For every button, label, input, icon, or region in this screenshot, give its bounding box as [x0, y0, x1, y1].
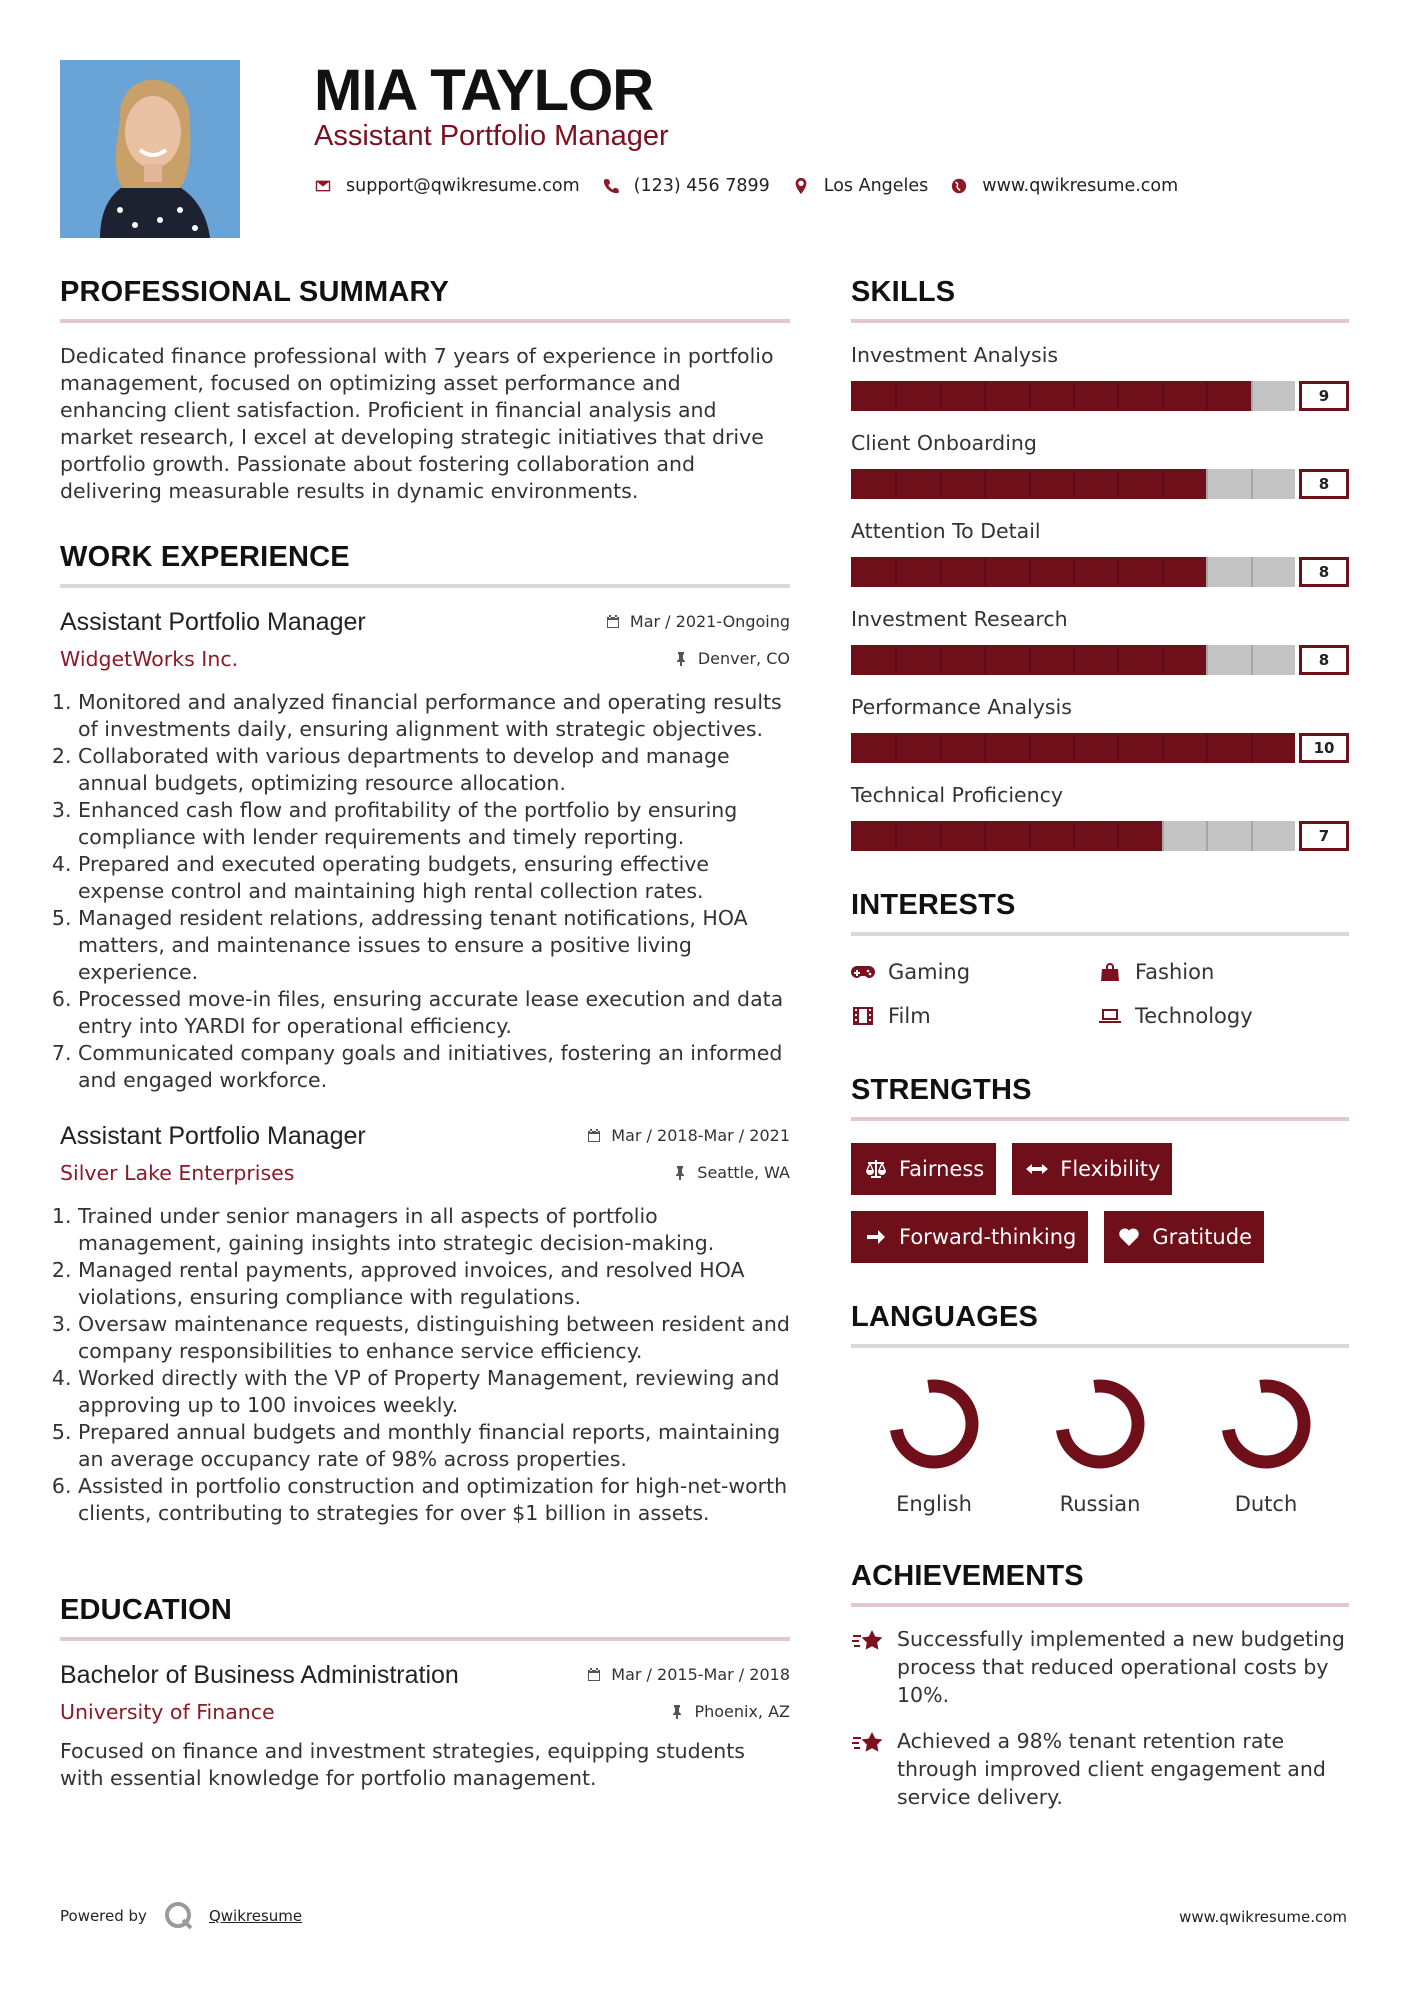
job-location: [673, 649, 790, 668]
skill-segment-divider: [1073, 645, 1075, 675]
footer-website[interactable]: www.qwikresume.com: [1179, 1908, 1347, 1926]
contact-phone[interactable]: [602, 176, 770, 196]
skill-segment-divider: [984, 645, 986, 675]
skill-item: [851, 343, 1349, 411]
list-item: 4. Prepared and executed operating budgets, ensuring effective expense control and maintaining high rental collection rates.: [78, 851, 790, 905]
skill-segment-divider: [1162, 381, 1164, 411]
job-entry-2: [60, 1122, 790, 1527]
education-entry: [60, 1661, 790, 1792]
list-item: 5. Managed resident relations, addressing tenant notifications, HOA matters, and maintenance issues to ensure a positive living experience.: [78, 905, 790, 986]
skill-segment-divider: [940, 821, 942, 851]
skill-segment-divider: [1073, 557, 1075, 587]
skill-segment-divider: [1251, 733, 1253, 763]
skill-segment-divider: [1206, 469, 1208, 499]
list-item: 4. Worked directly with the VP of Property Management, reviewing and approving up to 100 invoices weekly.: [78, 1365, 790, 1419]
degree: Bachelor of Business Administration: [60, 1661, 459, 1689]
brand-link[interactable]: Qwikresume: [208, 1907, 303, 1925]
calendar-icon: [586, 1128, 602, 1144]
job-dates-text: Mar / 2021-Ongoing: [629, 612, 790, 631]
achievements-section: [851, 1560, 1349, 1811]
job-role: Assistant Portfolio Manager: [60, 608, 366, 636]
job-bullets: [60, 689, 790, 1094]
skill-segment-divider: [1206, 381, 1208, 411]
skill-segment-divider: [1117, 557, 1119, 587]
skill-segment-divider: [1029, 821, 1031, 851]
skill-track: [851, 821, 1295, 851]
pushpin-icon: [673, 651, 689, 667]
skill-name: Attention To Detail: [851, 519, 1041, 543]
heart-icon: [1118, 1227, 1140, 1247]
skill-track: [851, 645, 1295, 675]
skill-segment-divider: [1073, 733, 1075, 763]
skill-bar: [851, 469, 1349, 499]
arrow-right-icon: [865, 1227, 887, 1247]
skill-segment-divider: [1117, 733, 1119, 763]
interest-item: [1098, 960, 1345, 984]
skill-track: [851, 469, 1295, 499]
achievement-item: [851, 1727, 1349, 1811]
skill-segment-divider: [984, 557, 986, 587]
envelope-icon: [314, 177, 332, 195]
language-item: [851, 1374, 1017, 1516]
job-bullets: [60, 1203, 790, 1527]
education-heading: EDUCATION: [60, 1594, 790, 1641]
skill-segment-divider: [1206, 821, 1208, 851]
skill-score: 8: [1299, 557, 1349, 587]
gamepad-icon: [851, 962, 875, 982]
interest-item: [1098, 1004, 1345, 1028]
skill-segment-divider: [895, 557, 897, 587]
school: University of Finance: [60, 1700, 275, 1724]
work-section: [60, 541, 790, 1527]
skill-segment-divider: [895, 733, 897, 763]
job-role: Assistant Portfolio Manager: [60, 1122, 366, 1150]
skill-segment-divider: [1117, 381, 1119, 411]
skill-segment-divider: [1117, 469, 1119, 499]
list-item: 1. Trained under senior managers in all aspects of portfolio management, gaining insights into strategic decision-making.: [78, 1203, 790, 1257]
skill-segment-divider: [895, 469, 897, 499]
skill-segment-divider: [984, 469, 986, 499]
contact-bar: [314, 176, 1200, 196]
skill-bar: [851, 821, 1349, 851]
interest-item: [851, 960, 1098, 984]
skill-segment-divider: [1162, 645, 1164, 675]
list-item: 2. Managed rental payments, approved invoices, and resolved HOA violations, ensuring compliance with regulations.: [78, 1257, 790, 1311]
email-text: support@qwikresume.com: [346, 176, 580, 196]
education-dates-text: Mar / 2015-Mar / 2018: [611, 1665, 790, 1684]
languages-list: [851, 1374, 1349, 1516]
interest-label: Film: [888, 1004, 931, 1028]
skill-segment-divider: [984, 821, 986, 851]
skill-item: [851, 431, 1349, 499]
education-section: [60, 1594, 790, 1792]
skill-segment-divider: [1206, 733, 1208, 763]
language-arc: [896, 1386, 972, 1462]
work-heading: WORK EXPERIENCE: [60, 541, 790, 588]
strength-chip: [1104, 1211, 1264, 1263]
calendar-icon: [586, 1667, 602, 1683]
skill-segment-divider: [895, 645, 897, 675]
laptop-icon: [1098, 1006, 1122, 1026]
scale-icon: [865, 1159, 887, 1179]
job-dates: [605, 612, 790, 631]
pushpin-icon: [669, 1704, 685, 1720]
education-text: Focused on finance and investment strategies, equipping students with essential knowledge for portfolio management.: [60, 1739, 745, 1790]
contact-website[interactable]: [950, 176, 1178, 196]
calendar-icon: [605, 614, 621, 630]
skill-item: [851, 607, 1349, 675]
skill-score: 7: [1299, 821, 1349, 851]
skill-segment-divider: [895, 381, 897, 411]
job-dates-text: Mar / 2018-Mar / 2021: [611, 1126, 790, 1145]
skill-track: [851, 733, 1295, 763]
skill-segment-divider: [984, 381, 986, 411]
skill-item: [851, 783, 1349, 851]
language-item: [1017, 1374, 1183, 1516]
summary-heading: PROFESSIONAL SUMMARY: [60, 276, 790, 323]
skill-segment-divider: [940, 557, 942, 587]
interest-label: Technology: [1135, 1004, 1253, 1028]
skill-segment-divider: [940, 645, 942, 675]
skill-segment-divider: [1206, 557, 1208, 587]
phone-icon: [602, 177, 620, 195]
skill-score: 8: [1299, 469, 1349, 499]
skill-score: 10: [1299, 733, 1349, 763]
arrows-h-icon: [1026, 1159, 1048, 1179]
language-name: Russian: [1059, 1492, 1141, 1516]
map-pin-icon: [792, 177, 810, 195]
skill-bar: [851, 733, 1349, 763]
interest-label: Fashion: [1135, 960, 1215, 984]
skill-segment-divider: [1029, 645, 1031, 675]
language-arc: [1228, 1386, 1304, 1462]
skill-segment-divider: [1251, 645, 1253, 675]
skill-name: Investment Analysis: [851, 343, 1059, 367]
strengths-heading: STRENGTHS: [851, 1074, 1349, 1121]
education-dates: [586, 1665, 790, 1684]
strength-label: Fairness: [899, 1157, 985, 1181]
language-item: [1183, 1374, 1349, 1516]
interests-section: [851, 889, 1349, 1028]
skill-segment-divider: [984, 733, 986, 763]
skill-name: Performance Analysis: [851, 695, 1072, 719]
job-company: Silver Lake Enterprises: [60, 1161, 295, 1185]
list-item: 3. Oversaw maintenance requests, distinguishing between resident and company responsibilities to enhance service efficiency.: [78, 1311, 790, 1365]
skill-score: 8: [1299, 645, 1349, 675]
pushpin-icon: [672, 1165, 688, 1181]
skill-segment-divider: [1251, 557, 1253, 587]
language-ring: [1050, 1374, 1150, 1474]
list-item: 2. Collaborated with various departments to develop and manage annual budgets, optimizing resource allocation.: [78, 743, 790, 797]
skill-segment-divider: [940, 469, 942, 499]
strength-label: Flexibility: [1060, 1157, 1161, 1181]
skill-segment-divider: [1162, 469, 1164, 499]
interest-item: [851, 1004, 1098, 1028]
skill-segment-divider: [1162, 733, 1164, 763]
job-dates: [586, 1126, 790, 1145]
list-item: 5. Prepared annual budgets and monthly financial reports, maintaining an average occupancy rate of 98% across properties.: [78, 1419, 790, 1473]
globe-icon: [950, 177, 968, 195]
footer-powered: [60, 1900, 302, 1932]
skill-segment-divider: [1251, 469, 1253, 499]
skill-segment-divider: [1029, 469, 1031, 499]
skill-name: Investment Research: [851, 607, 1068, 631]
skill-item: [851, 695, 1349, 763]
skill-bar: [851, 645, 1349, 675]
candidate-name: MIA TAYLOR: [314, 58, 654, 123]
interests-heading: INTERESTS: [851, 889, 1349, 936]
list-item: 1. Monitored and analyzed financial performance and operating results of investments daily, ensuring alignment with strategic objectives.: [78, 689, 790, 743]
summary-text: Dedicated finance professional with 7 years of experience in portfolio management, focused on optimizing asset performance and enhancing client satisfaction. Proficient in financial analysis and market research, I excel at developing strategic initiatives that drive portfolio growth. Passionate about fostering collaboration and delivering measurable results in dynamic environments.: [60, 344, 774, 503]
list-item: 6. Processed move-in files, ensuring accurate lease execution and data entry into YARDI for operational efficiency.: [78, 986, 790, 1040]
language-name: English: [896, 1492, 972, 1516]
skill-track: [851, 381, 1295, 411]
skills-section: [851, 276, 1349, 851]
education-location: [669, 1702, 790, 1721]
skill-segment-divider: [1162, 557, 1164, 587]
summary-section: [60, 276, 790, 505]
skill-segment-divider: [1162, 821, 1164, 851]
skills-heading: SKILLS: [851, 276, 1349, 323]
achievements-heading: ACHIEVEMENTS: [851, 1560, 1349, 1607]
star-icon: [851, 1627, 885, 1657]
phone-text: (123) 456 7899: [633, 176, 770, 196]
language-ring: [884, 1374, 984, 1474]
skill-segment-divider: [1251, 821, 1253, 851]
star-icon: [851, 1729, 885, 1759]
strengths-section: [851, 1074, 1371, 1279]
languages-heading: LANGUAGES: [851, 1301, 1349, 1348]
job-location: [672, 1163, 790, 1182]
strength-chip: [1012, 1143, 1172, 1195]
interest-label: Gaming: [888, 960, 971, 984]
location-text: Los Angeles: [823, 176, 929, 196]
skill-segment-divider: [1117, 645, 1119, 675]
strength-chip: [851, 1211, 1088, 1263]
strengths-list: [851, 1143, 1371, 1279]
film-icon: [851, 1006, 875, 1026]
website-text: www.qwikresume.com: [982, 176, 1179, 196]
skill-segment-divider: [1117, 821, 1119, 851]
skill-track: [851, 557, 1295, 587]
list-item: 7. Communicated company goals and initiatives, fostering an informed and engaged workforce.: [78, 1040, 790, 1094]
skill-segment-divider: [1206, 645, 1208, 675]
achievement-text: Achieved a 98% tenant retention rate through improved client engagement and service delivery.: [897, 1729, 1326, 1809]
job-company: WidgetWorks Inc.: [60, 647, 239, 671]
skill-fill: [851, 821, 1162, 851]
languages-section: [851, 1301, 1349, 1516]
achievement-item: [851, 1625, 1349, 1709]
qwikresume-logo-icon: [163, 1900, 195, 1932]
education-location-text: Phoenix, AZ: [694, 1702, 790, 1721]
strength-label: Forward-thinking: [899, 1225, 1077, 1249]
skill-segment-divider: [1073, 469, 1075, 499]
job-entry-1: [60, 608, 790, 1094]
strength-chip: [851, 1143, 996, 1195]
skill-bar: [851, 381, 1349, 411]
candidate-title: Assistant Portfolio Manager: [314, 120, 669, 152]
skill-segment-divider: [940, 381, 942, 411]
strength-label: Gratitude: [1152, 1225, 1252, 1249]
skill-segment-divider: [940, 733, 942, 763]
language-name: Dutch: [1234, 1492, 1298, 1516]
job-location-text: Denver, CO: [697, 649, 790, 668]
list-item: 6. Assisted in portfolio construction and optimization for high-net-worth clients, contributing to strategies for over $1 billion in assets.: [78, 1473, 790, 1527]
contact-email[interactable]: [314, 176, 580, 196]
shopping-bag-icon: [1098, 962, 1122, 982]
skills-list: [851, 343, 1349, 851]
contact-location: [792, 176, 929, 196]
skill-name: Client Onboarding: [851, 431, 1037, 455]
skill-segment-divider: [1073, 381, 1075, 411]
list-item: 3. Enhanced cash flow and profitability of the portfolio by ensuring compliance with lender requirements and timely reporting.: [78, 797, 790, 851]
language-ring: [1216, 1374, 1316, 1474]
language-arc: [1062, 1386, 1138, 1462]
skill-item: [851, 519, 1349, 587]
skill-segment-divider: [895, 821, 897, 851]
skill-segment-divider: [1251, 381, 1253, 411]
profile-photo: [60, 60, 240, 238]
skill-name: Technical Proficiency: [851, 783, 1064, 807]
avatar: [60, 60, 240, 238]
skill-segment-divider: [1029, 733, 1031, 763]
interests-grid: [851, 960, 1349, 1028]
achievement-text: Successfully implemented a new budgeting process that reduced operational costs by 10%.: [897, 1627, 1345, 1707]
skill-segment-divider: [1029, 557, 1031, 587]
skill-segment-divider: [1073, 821, 1075, 851]
job-location-text: Seattle, WA: [697, 1163, 790, 1182]
skill-segment-divider: [1029, 381, 1031, 411]
powered-by-text: Powered by: [60, 1907, 147, 1925]
skill-score: 9: [1299, 381, 1349, 411]
skill-fill: [851, 381, 1251, 411]
skill-bar: [851, 557, 1349, 587]
